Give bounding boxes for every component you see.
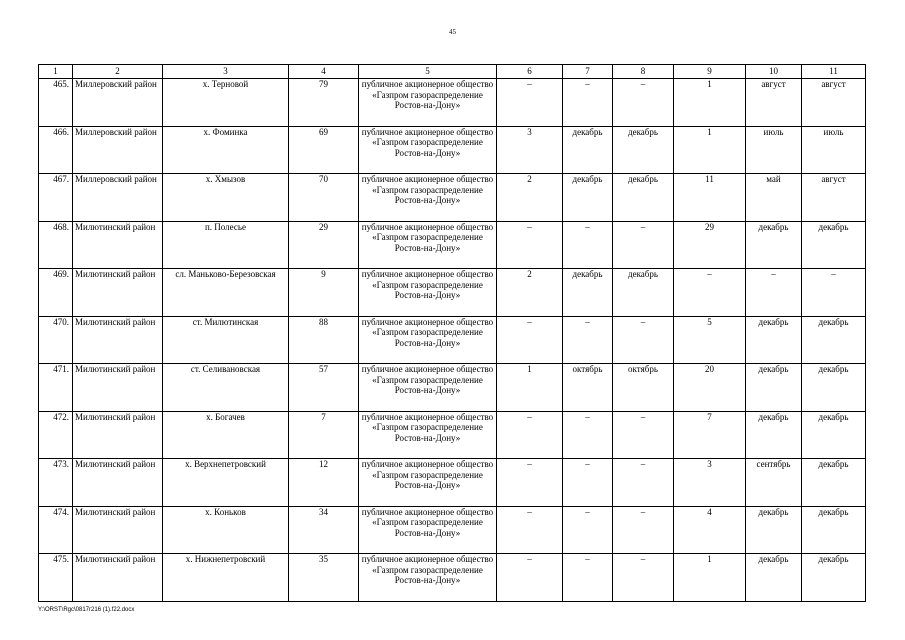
- cell-col-8: –: [613, 79, 674, 127]
- cell-col-6: –: [497, 79, 563, 127]
- cell-col-10: сентябрь: [746, 459, 802, 507]
- cell-count: 57: [289, 364, 359, 412]
- column-header: 8: [613, 65, 674, 79]
- column-header: 11: [802, 65, 866, 79]
- cell-col-9: 20: [674, 364, 746, 412]
- cell-district: Милютинский район: [73, 269, 163, 317]
- cell-col-9: 7: [674, 411, 746, 459]
- table-row: [39, 316, 866, 364]
- cell-col-8: –: [613, 411, 674, 459]
- cell-col-6: –: [497, 506, 563, 554]
- column-header: 2: [73, 65, 163, 79]
- cell-col-11: декабрь: [802, 411, 866, 459]
- table-row: [39, 364, 866, 412]
- cell-settlement: п. Полесье: [163, 221, 289, 269]
- cell-count: 69: [289, 126, 359, 174]
- cell-col-11: декабрь: [802, 554, 866, 602]
- cell-district: Милютинский район: [73, 459, 163, 507]
- table-body: [39, 79, 866, 602]
- gasification-table: [38, 64, 866, 602]
- cell-count: 7: [289, 411, 359, 459]
- cell-settlement: х. Нижнепетровский: [163, 554, 289, 602]
- cell-col-11: декабрь: [802, 221, 866, 269]
- cell-district: Милютинский район: [73, 221, 163, 269]
- cell-organization: публичное акционерное общество «Газпром газораспределение Ростов-на-Дону»: [359, 459, 497, 507]
- table-row: [39, 269, 866, 317]
- column-header: 9: [674, 65, 746, 79]
- cell-col-6: 2: [497, 269, 563, 317]
- cell-row-number: 468.: [39, 221, 73, 269]
- cell-col-11: декабрь: [802, 506, 866, 554]
- cell-row-number: 469.: [39, 269, 73, 317]
- cell-col-8: декабрь: [613, 269, 674, 317]
- cell-col-7: –: [563, 79, 613, 127]
- cell-col-7: декабрь: [563, 269, 613, 317]
- cell-col-10: декабрь: [746, 316, 802, 364]
- cell-col-11: –: [802, 269, 866, 317]
- cell-col-9: 4: [674, 506, 746, 554]
- table-row: [39, 506, 866, 554]
- column-header: 4: [289, 65, 359, 79]
- cell-col-10: август: [746, 79, 802, 127]
- cell-organization: публичное акционерное общество «Газпром газораспределение Ростов-на-Дону»: [359, 221, 497, 269]
- cell-district: Милютинский район: [73, 316, 163, 364]
- column-header: 5: [359, 65, 497, 79]
- cell-col-7: октябрь: [563, 364, 613, 412]
- cell-col-6: 1: [497, 364, 563, 412]
- cell-col-11: август: [802, 174, 866, 222]
- cell-col-9: 3: [674, 459, 746, 507]
- cell-settlement: сл. Маньково-Березовская: [163, 269, 289, 317]
- cell-col-7: –: [563, 411, 613, 459]
- cell-settlement: ст. Милютинская: [163, 316, 289, 364]
- cell-col-10: декабрь: [746, 221, 802, 269]
- cell-col-9: 11: [674, 174, 746, 222]
- cell-count: 12: [289, 459, 359, 507]
- cell-col-8: –: [613, 316, 674, 364]
- cell-col-9: 1: [674, 126, 746, 174]
- cell-col-6: 3: [497, 126, 563, 174]
- cell-organization: публичное акционерное общество «Газпром газораспределение Ростов-на-Дону»: [359, 269, 497, 317]
- cell-settlement: х. Коньков: [163, 506, 289, 554]
- cell-district: Миллеровский район: [73, 79, 163, 127]
- cell-col-9: 5: [674, 316, 746, 364]
- column-header: 1: [39, 65, 73, 79]
- page-number: 45: [449, 28, 456, 36]
- cell-col-6: –: [497, 221, 563, 269]
- cell-col-6: –: [497, 554, 563, 602]
- cell-col-11: декабрь: [802, 364, 866, 412]
- cell-organization: публичное акционерное общество «Газпром газораспределение Ростов-на-Дону»: [359, 411, 497, 459]
- cell-col-7: –: [563, 221, 613, 269]
- cell-col-7: –: [563, 554, 613, 602]
- header-row: [39, 65, 866, 79]
- cell-organization: публичное акционерное общество «Газпром газораспределение Ростов-на-Дону»: [359, 316, 497, 364]
- cell-col-10: декабрь: [746, 411, 802, 459]
- cell-col-8: –: [613, 506, 674, 554]
- cell-count: 34: [289, 506, 359, 554]
- cell-col-10: декабрь: [746, 554, 802, 602]
- cell-district: Милютинский район: [73, 411, 163, 459]
- cell-row-number: 475.: [39, 554, 73, 602]
- cell-count: 9: [289, 269, 359, 317]
- cell-col-10: июль: [746, 126, 802, 174]
- cell-count: 35: [289, 554, 359, 602]
- cell-settlement: х. Фоминка: [163, 126, 289, 174]
- cell-col-7: –: [563, 506, 613, 554]
- cell-col-10: май: [746, 174, 802, 222]
- cell-row-number: 466.: [39, 126, 73, 174]
- cell-settlement: х. Терновой: [163, 79, 289, 127]
- cell-organization: публичное акционерное общество «Газпром газораспределение Ростов-на-Дону»: [359, 506, 497, 554]
- cell-row-number: 470.: [39, 316, 73, 364]
- column-header: 7: [563, 65, 613, 79]
- cell-col-9: 1: [674, 79, 746, 127]
- table-row: [39, 126, 866, 174]
- cell-count: 70: [289, 174, 359, 222]
- table-row: [39, 411, 866, 459]
- column-header: 6: [497, 65, 563, 79]
- cell-col-8: –: [613, 221, 674, 269]
- cell-organization: публичное акционерное общество «Газпром газораспределение Ростов-на-Дону»: [359, 174, 497, 222]
- cell-settlement: х. Богачев: [163, 411, 289, 459]
- table-header: [39, 65, 866, 79]
- column-header: 10: [746, 65, 802, 79]
- cell-col-10: –: [746, 269, 802, 317]
- table-row: [39, 221, 866, 269]
- cell-col-8: –: [613, 554, 674, 602]
- cell-col-7: –: [563, 459, 613, 507]
- table-row: [39, 459, 866, 507]
- cell-settlement: х. Хмызов: [163, 174, 289, 222]
- cell-col-10: декабрь: [746, 364, 802, 412]
- cell-col-8: декабрь: [613, 126, 674, 174]
- cell-count: 88: [289, 316, 359, 364]
- cell-count: 79: [289, 79, 359, 127]
- cell-col-10: декабрь: [746, 506, 802, 554]
- cell-organization: публичное акционерное общество «Газпром газораспределение Ростов-на-Дону»: [359, 126, 497, 174]
- cell-organization: публичное акционерное общество «Газпром газораспределение Ростов-на-Дону»: [359, 364, 497, 412]
- cell-col-7: –: [563, 316, 613, 364]
- cell-col-6: –: [497, 411, 563, 459]
- cell-col-7: декабрь: [563, 174, 613, 222]
- cell-col-6: –: [497, 459, 563, 507]
- cell-col-8: октябрь: [613, 364, 674, 412]
- cell-row-number: 471.: [39, 364, 73, 412]
- cell-district: Миллеровский район: [73, 126, 163, 174]
- cell-row-number: 472.: [39, 411, 73, 459]
- cell-col-6: –: [497, 316, 563, 364]
- cell-settlement: х. Верхнепетровский: [163, 459, 289, 507]
- cell-district: Милютинский район: [73, 554, 163, 602]
- footer-file-path: Y:\ORST\Rgc\0817r216 (1).f22.docx: [38, 607, 135, 613]
- cell-col-11: июль: [802, 126, 866, 174]
- cell-col-11: декабрь: [802, 459, 866, 507]
- cell-col-6: 2: [497, 174, 563, 222]
- cell-organization: публичное акционерное общество «Газпром газораспределение Ростов-на-Дону»: [359, 79, 497, 127]
- cell-col-8: –: [613, 459, 674, 507]
- cell-row-number: 473.: [39, 459, 73, 507]
- cell-row-number: 467.: [39, 174, 73, 222]
- cell-row-number: 465.: [39, 79, 73, 127]
- column-header: 3: [163, 65, 289, 79]
- cell-district: Милютинский район: [73, 506, 163, 554]
- cell-district: Милютинский район: [73, 364, 163, 412]
- cell-col-7: декабрь: [563, 126, 613, 174]
- table-row: [39, 174, 866, 222]
- cell-col-9: –: [674, 269, 746, 317]
- cell-col-9: 1: [674, 554, 746, 602]
- table-row: [39, 554, 866, 602]
- cell-col-9: 29: [674, 221, 746, 269]
- cell-col-8: декабрь: [613, 174, 674, 222]
- cell-row-number: 474.: [39, 506, 73, 554]
- cell-count: 29: [289, 221, 359, 269]
- cell-organization: публичное акционерное общество «Газпром газораспределение Ростов-на-Дону»: [359, 554, 497, 602]
- cell-district: Миллеровский район: [73, 174, 163, 222]
- cell-col-11: август: [802, 79, 866, 127]
- table-row: [39, 79, 866, 127]
- cell-col-11: декабрь: [802, 316, 866, 364]
- cell-settlement: ст. Селивановская: [163, 364, 289, 412]
